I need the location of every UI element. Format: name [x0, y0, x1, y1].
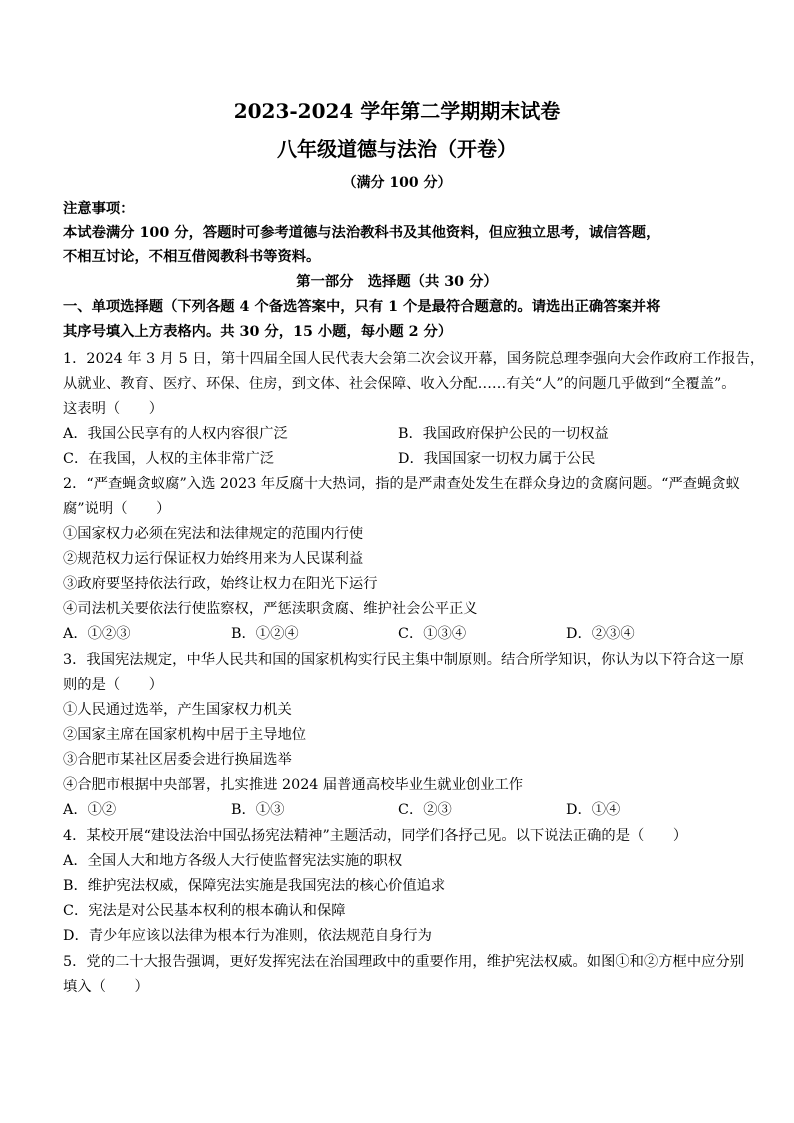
q4-option-d: D．青少年应该以法律为根本行为准则，依法规范自身行为	[63, 928, 432, 944]
q3-statement-4: ④合肥市根据中央部署，扎实推进 2024 届普通高校毕业生就业创业工作	[63, 777, 524, 793]
q2-statement-4: ④司法机关要依法行使监察权，严惩渎职贪腐、维护社会公平正义	[63, 601, 478, 617]
q2-option-b: B．①②④	[231, 626, 299, 642]
exam-title: 2023-2024 学年第二学期期末试卷	[233, 99, 561, 123]
q2-option-d: D．②③④	[566, 626, 635, 642]
exam-subtitle: 八年级道德与法治（开卷）	[277, 137, 517, 161]
q2-stem-1: 2．“严查蝇贪蚁腐”入选 2023 年反腐十大热词，指的是严肃查处发生在群众身边的贪腐问题。“严查蝇贪蚁	[63, 476, 740, 492]
q3-option-c: C．②③	[398, 802, 452, 818]
q3-statement-2: ②国家主席在国家机构中居于主导地位	[63, 727, 307, 743]
q1-option-d: D．我国国家一切权力属于公民	[398, 451, 596, 467]
q5-stem-2: 填入（ ）	[63, 979, 149, 995]
q2-statement-1: ①国家权力必须在宪法和法律规定的范围内行使	[63, 526, 364, 542]
q4-stem-1: 4．某校开展“建设法治中国弘扬宪法精神”主题活动，同学们各抒己见。以下说法正确的是（ ）	[63, 828, 688, 844]
q3-stem-1: 3．我国宪法规定，中华人民共和国的国家机构实行民主集中制原则。结合所学知识，你认为以下符合这一原	[63, 652, 745, 668]
notes-line-1: 本试卷满分 100 分，答题时可参考道德与法治教科书及其他资料，但应独立思考，诚信答题，	[63, 225, 661, 241]
q2-stem-2: 腐”说明（ ）	[63, 501, 171, 517]
notes-heading: 注意事项：	[63, 201, 135, 217]
q2-statement-2: ②规范权力运行保证权力始终用来为人民谋利益	[63, 551, 364, 567]
q1-stem-3: 这表明（ ）	[63, 401, 164, 417]
part1-instruction-1: 一、单项选择题（下列各题 4 个备选答案中，只有 1 个是最符合题意的。请选出正确答案并将	[63, 299, 661, 315]
q3-statement-3: ③合肥市某社区居委会进行换届选举	[63, 752, 292, 768]
q1-stem-1: 1．2024 年 3 月 5 日，第十四届全国人民代表大会第二次会议开幕，国务院总理李强向大会作政府工作报告，	[63, 351, 765, 367]
part1-heading: 第一部分 选择题（共 30 分）	[296, 274, 498, 290]
full-score: （满分 100 分）	[342, 175, 452, 191]
q1-option-a: A．我国公民享有的人权内容很广泛	[63, 426, 288, 442]
q4-option-b: B．维护宪法权威，保障宪法实施是我国宪法的核心价值追求	[63, 878, 446, 894]
q2-option-c: C．①③④	[398, 626, 467, 642]
q3-statement-1: ①人民通过选举，产生国家权力机关	[63, 702, 292, 718]
q3-option-a: A．①②	[63, 802, 117, 818]
q4-option-c: C．宪法是对公民基本权利的根本确认和保障	[63, 903, 346, 919]
q5-stem-1: 5．党的二十大报告强调，更好发挥宪法在治国理政中的重要作用，维护宪法权威。如图①和②方框中应分别	[63, 954, 745, 970]
notes-line-2: 不相互讨论，不相互借阅教科书等资料。	[63, 249, 321, 265]
q2-statement-3: ③政府要坚持依法行政，始终让权力在阳光下运行	[63, 576, 378, 592]
q3-option-b: B．①③	[231, 802, 285, 818]
q2-option-a: A．①②③	[63, 626, 131, 642]
q1-option-b: B．我国政府保护公民的一切权益	[398, 426, 609, 442]
q3-stem-2: 则的是（ ）	[63, 677, 164, 693]
q1-stem-2: 从就业、教育、医疗、环保、住房，到文体、社会保障、收入分配……有关“人”的问题几乎做到“全覆盖”。	[63, 376, 736, 392]
q1-option-c: C．在我国，人权的主体非常广泛	[63, 451, 275, 467]
q4-option-a: A．全国人大和地方各级人大行使监督宪法实施的职权	[63, 853, 403, 869]
q3-option-d: D．①④	[566, 802, 621, 818]
part1-instruction-2: 其序号填入上方表格内。共 30 分，15 小题，每小题 2 分）	[63, 324, 453, 340]
